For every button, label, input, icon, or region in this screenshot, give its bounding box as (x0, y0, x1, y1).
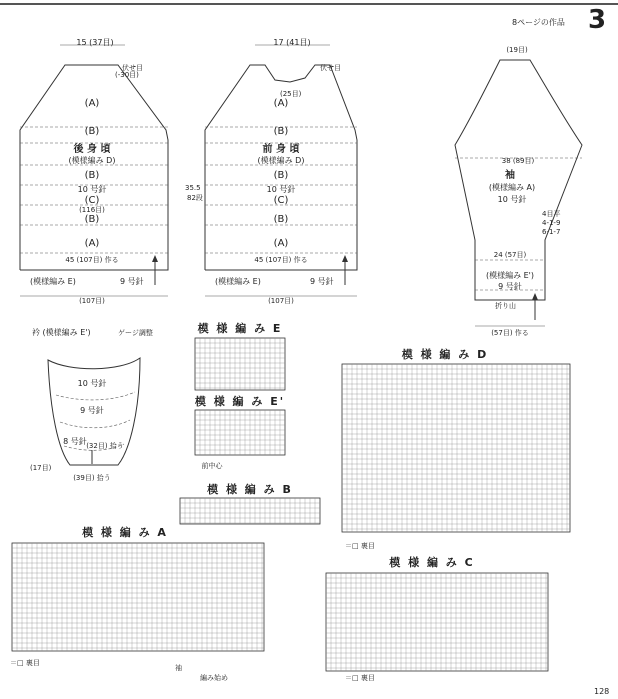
chart-e-grid (195, 338, 285, 390)
front-hem-stitch: (模様編み E) (215, 277, 261, 286)
sleeve-hem-stitch: (模様編み E') (485, 271, 535, 280)
back-shoulder: (-30目) (115, 71, 139, 79)
sleeve-bottom: (57目) 作る (491, 329, 529, 337)
front-needle10: 10 号針 (266, 185, 296, 194)
back-label-b: (B) (84, 126, 100, 137)
back-label-a: (A) (84, 98, 100, 109)
legend-c: ＝□ 裏目 (345, 674, 375, 682)
page-number: 128 (594, 687, 610, 696)
back-title: 後 身 頃 (73, 144, 111, 155)
chart-d-grid (342, 364, 570, 532)
side-rows: 82段 (187, 194, 203, 202)
back-116: (116目) (79, 206, 105, 214)
sleeve-title: 袖 (505, 170, 515, 181)
sleeve-needle10: 10 号針 (497, 195, 527, 204)
front-bottom-width: 45 (107目) 作る (254, 256, 308, 264)
collar-side: (17目) (30, 464, 52, 472)
chart-d-title: 模 様 編 み D (401, 348, 489, 361)
collar-pickup: (39目) 拾う (73, 474, 111, 482)
chart-e2-title: 模 様 編 み E' (194, 395, 286, 408)
front-top-width: 17 (41目) (273, 38, 311, 47)
back-body-schematic (20, 38, 168, 305)
collar-center: (32目) 拾う (86, 442, 124, 450)
front-body-schematic (185, 38, 357, 305)
chart-b-grid (180, 498, 320, 524)
chart-a-grid (12, 543, 264, 651)
back-hem-stitch: (模様編み E) (30, 277, 76, 286)
sleeve-increase-title: 4目平 (542, 210, 561, 218)
sleeve-stitch: (模様編み A) (488, 183, 536, 192)
back-top-width: 15 (37目) (76, 38, 114, 47)
front-label-b3: (B) (273, 214, 289, 225)
back-label-a2: (A) (84, 238, 100, 249)
front-stitch: (模様編み D) (257, 156, 305, 165)
sleeve-width-38: 38 (89目) (501, 157, 535, 165)
sleeve-increase-seq2: 4-1-9 (542, 219, 561, 227)
chart-e-title: 模 様 編 み E (197, 322, 283, 335)
collar-needle8: 8 号針 (63, 437, 87, 446)
collar-needle9: 9 号針 (80, 406, 104, 415)
collar-schematic (30, 327, 153, 482)
chart-c-title: 模 様 編 み C (389, 556, 475, 569)
back-label-c: (C) (84, 195, 100, 206)
back-needle10: 10 号針 (77, 185, 107, 194)
front-bind-off: 伏せ目 (320, 64, 341, 72)
front-bottom-total: (107目) (268, 297, 294, 305)
front-center-mark: (25目) (280, 90, 302, 98)
sleeve-increase-seq: 6-1-7 (542, 228, 561, 236)
front-label-b: (B) (273, 126, 289, 137)
front-label-c: (C) (273, 195, 289, 206)
back-label-b2: (B) (84, 170, 100, 181)
sleeve-width-24: 24 (57目) (493, 251, 527, 259)
back-bottom-width: 45 (107目) 作る (65, 256, 119, 264)
front-needle9: 9 号針 (310, 277, 334, 286)
legend-a: ＝□ 裏目 (10, 659, 40, 667)
front-label-b2: (B) (273, 170, 289, 181)
sleeve-label: 袖 (175, 664, 182, 672)
back-bind-off: 伏せ目 (122, 64, 143, 72)
sleeve-schematic (455, 46, 582, 337)
front-label-a: (A) (273, 98, 289, 109)
legend-d: ＝□ 裏目 (345, 542, 375, 550)
page-ref: 8ページの作品 (512, 18, 565, 27)
collar-needle10: 10 号針 (77, 379, 107, 388)
chart-a-title: 模 様 編 み A (82, 526, 168, 539)
center-label: 前中心 (201, 462, 223, 470)
sleeve-fold: 折り山 (495, 302, 516, 310)
back-bottom-total: (107目) (79, 297, 105, 305)
front-title: 前 身 頃 (262, 144, 300, 155)
chart-c-grid (326, 573, 548, 671)
collar-title: 衿 (模様編み E') (32, 328, 91, 337)
start-label: 編み始め (200, 674, 228, 682)
collar-gauge: ゲージ調整 (118, 329, 153, 337)
front-label-a2: (A) (273, 238, 289, 249)
back-label-b3: (B) (84, 214, 100, 225)
chart-b-title: 模 様 編 み B (207, 483, 293, 496)
sleeve-top-stitches: (19目) (506, 46, 528, 54)
back-stitch: (模様編み D) (68, 156, 116, 165)
back-needle9: 9 号針 (120, 277, 144, 286)
chart-e2-grid (195, 410, 285, 455)
pattern-number: 3 (588, 5, 607, 35)
sleeve-needle9: 9 号針 (498, 282, 522, 291)
side-height: 35.5 (185, 184, 201, 192)
